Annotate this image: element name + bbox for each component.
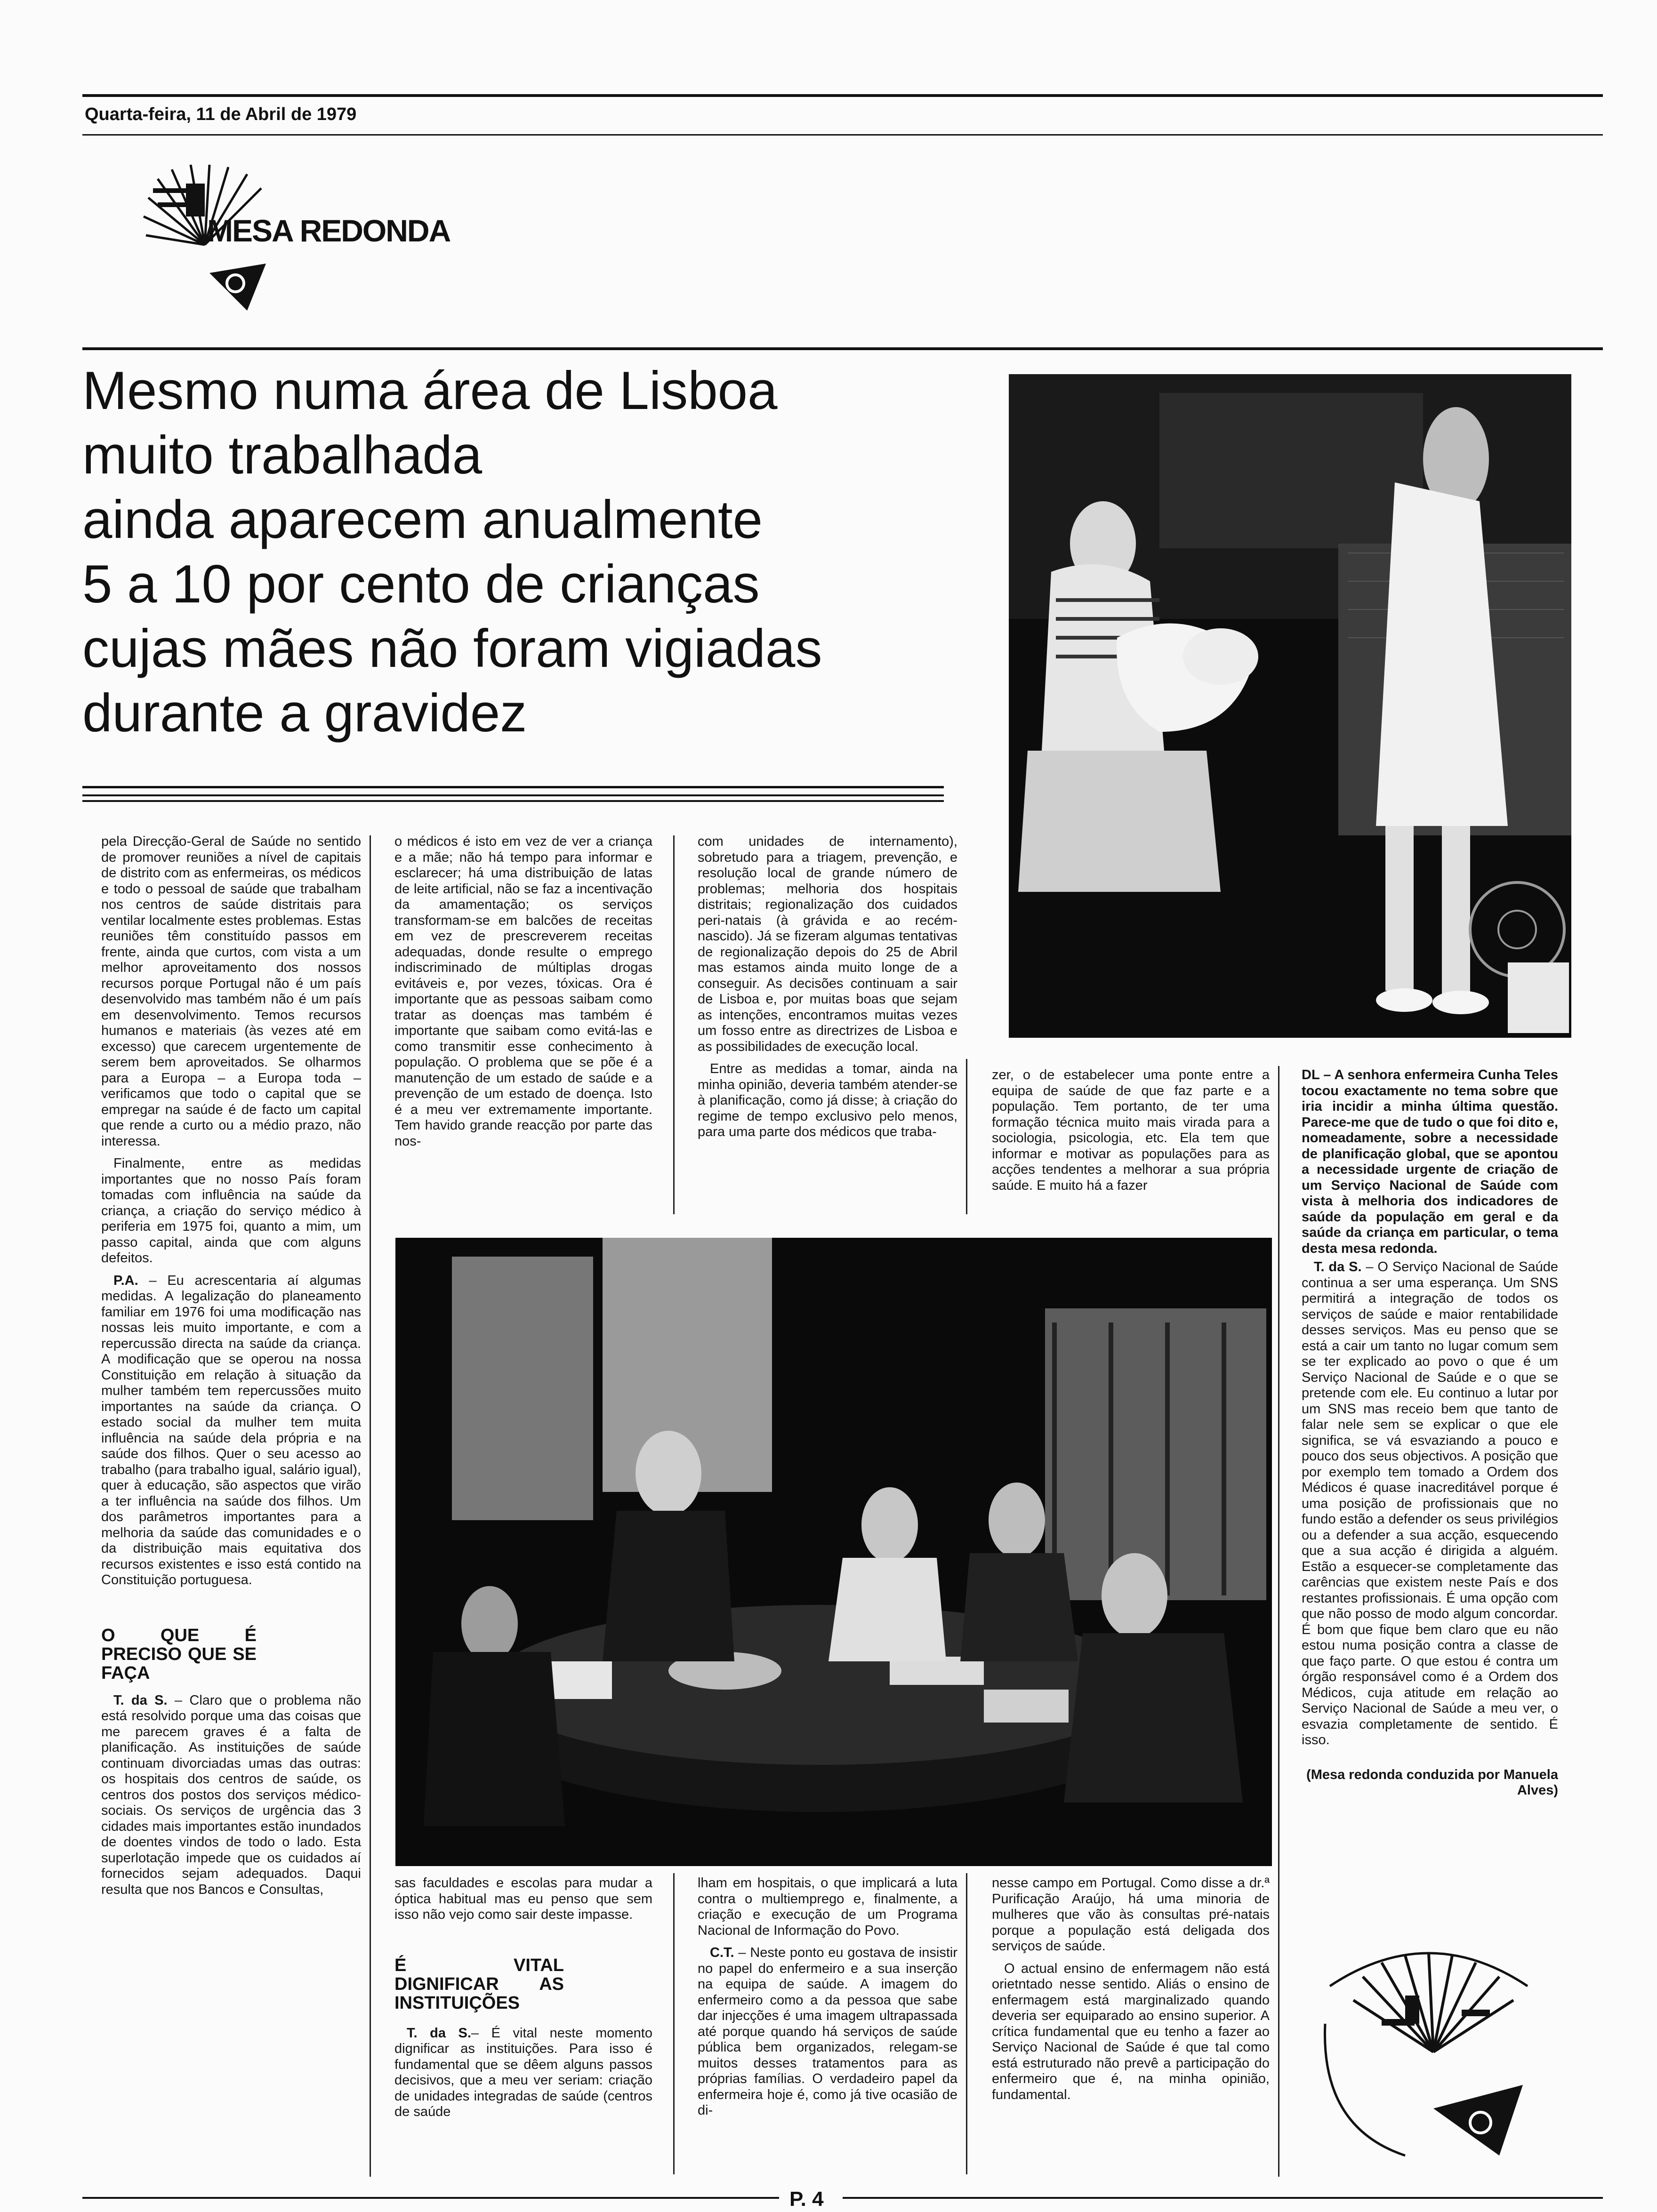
headline-line: durante a gravidez bbox=[82, 683, 527, 743]
paragraph-text: – É vital neste momento dignificar as instituições. Para isso é fundamental que se dêem alguns passos decisivos, que a meu ver seriam: criação de unidades integradas de saúde (centros de saúde bbox=[394, 2025, 652, 2119]
paragraph: Entre as medidas a tomar, ainda na minha opinião, deveria também atender-se à planificação, como já disse; à criação do regime de tempo exclusivo pelo menos, para uma parte dos médicos que traba- bbox=[698, 1061, 957, 1139]
headline-line: cujas mães não foram vigiadas bbox=[82, 619, 822, 679]
paragraph: O actual ensino de enfermagem não está orietntado nesse sentido. Aliás o ensino de enfermagem está marginalizado quando deveria ser equiparado ao ensino superior. A crítica fundamental que eu tenho a fazer ao Serviço Nacional de Saúde é que tal como está estruturado não prevê a participação do enfermeiro que é, na minha opinião, fundamental. bbox=[992, 1961, 1270, 2102]
dateline: Quarta-feira, 11 de Abril de 1979 bbox=[85, 104, 357, 124]
column-1 bbox=[101, 834, 361, 1898]
column-5 bbox=[1302, 1067, 1558, 1799]
headline-line: ainda aparecem anualmente bbox=[82, 490, 763, 550]
section-logo-text: MESA REDONDA bbox=[207, 213, 450, 248]
paragraph: com unidades de internamento), sobretudo para a triagem, prevenção, e resolução local de grande número de problemas; melhoria dos hospitais distritais; regionalização dos cuidados peri-natais (à grávida e ao recém-nascido). Já se fizeram algumas tentativas de regionalização depois do 25 de Abril mas estamos ainda muito longe de a conseguir. As decisões continuam a sair de Lisboa e, por muitas boas que sejam as intenções, encontramos muitas vezes um fosso entre as directrizes de Lisboa e as possibilidades de execução local. bbox=[698, 834, 957, 1054]
headline-line: 5 a 10 por cento de crianças bbox=[82, 554, 760, 614]
paragraph-text: – Eu acrescentaria aí algumas medidas. A legalização do planeamento familiar em 1976 foi uma modificação nas nossas leis muito importante, e com a repercussão directa na saúde da criança. A modificação que se operou na nossa Constituição em relação à situação da mulher também tem repercussões muito importantes na saúde da criança. O estado social da mulher tem muita influência na saúde dela própria e na saúde dos filhos. Quer o seu acesso ao trabalho (para trabalho igual, salário igual), quer à educação, são aspectos que virão a ter influência na saúde dos filhos. Um dos parâmetros importantes para a melhoria da saúde das comunidades e o da distribuição mais equitativa dos recursos existentes e isso está contido na Constituição portuguesa. bbox=[101, 1273, 361, 1587]
paragraph bbox=[698, 1945, 957, 2119]
paragraph: sas faculdades e escolas para mudar a óptica habitual mas eu penso que sem isso não vejo como sair deste impasse. bbox=[394, 1875, 652, 1922]
paragraph: pela Direcção-Geral de Saúde no sentido de promover reuniões a nível de capitais de distrito com as enfermeiras, os médicos e todo o pessoal de saúde que trabalham nos centros de saúde distritais para ventilar localmente estes problemas. Estas reuniões têm constituído passos em frente, ainda que curtos, com vista a um melhor aproveitamento dos nossos recursos porque Portugal não é um país desenvolvido mas também não é um país em desenvolvimento. Temos recursos humanos e materiais (às vezes até em excesso) que carecem urgentemente de serem bem aproveitados. Se olharmos para a Europa – a Europa toda – verificamos que todo o capital que se empregar na saúde é de facto um capital que rende a curto ou a médio prazo, não interessa. bbox=[101, 834, 361, 1149]
mesa-redonda-footer-logo-icon bbox=[1311, 1930, 1546, 2165]
paragraph-text: – Claro que o problema não está resolvido porque uma das coisas que me parecem graves é a falta de planificação. As instituições de saúde continuam divorciadas umas das outras: os hospitais dos centros de saúde, os centros dos postos dos serviços médico-sociais. Os serviços de urgência das 3 cidades mais importantes estão inundados de doentes vindos de todo o lado. Esta superlotação impede que os cuidados aí fornecidos sejam adequados. Daqui resulta que nos Bancos e Consultas, bbox=[101, 1692, 361, 1897]
byline: (Mesa redonda conduzida por Manuela Alves) bbox=[1306, 1767, 1558, 1798]
paragraph: lham em hospitais, o que implicará a luta contra o multiemprego e, finalmente, a criação e execução de um Programa Nacional de Informação do Povo. bbox=[698, 1875, 957, 1938]
paragraph: Finalmente, entre as medidas importantes que no nosso País foram tomadas com influência na saúde da criança, a criação do serviço médico à periferia em 1975 foi, quanto a mim, um passo capital, ainda que com alguns defeitos. bbox=[101, 1156, 361, 1266]
paragraph: o médicos é isto em vez de ver a criança e a mãe; não há tempo para informar e esclarecer; há uma distribuição de latas de leite artificial, não se faz a incentivação da amamentação; os serviços transformam-se em balcões de receitas em vez de prescreverem receitas adequadas, donde resulte o emprego indiscriminado de múltiplas drogas evitáveis e, por vezes, tóxicas. Ora é importante que as pessoas saibam como tratar as doenças mas também é importante que saibam como evitá-las e como transmitir esse conhecimento à população. O problema que se põe é a manutenção de um estado de saúde e a prevenção de um estado de doença. Isto é a meu ver extremamente importante. Tem havido grande reacção por parte das nos- bbox=[394, 834, 652, 1149]
headline bbox=[82, 359, 977, 745]
subhead: É VITAL DIGNIFICAR AS INSTITUIÇÕES bbox=[394, 1955, 564, 2013]
paragraph-text: – Neste ponto eu gostava de insistir no papel do enfermeiro e a sua inserção na equipa de saúde. A imagem do enfermeiro como a da pessoa que sabe dar injecções é uma imagem ultrapassada até porque quando há serviços de saúde pública bem organizados, relegam-se muitos desses tratamentos para as próprias famílias. O verdadeiro papel da enfermeira hoje é, como já tive ocasião de di- bbox=[698, 1945, 957, 2118]
interviewer-question: DL – A senhora enfermeira Cunha Teles tocou exactamente no tema sobre que iria incidir a minha última questão. Parece-me que de tudo o que foi dito e, nomeadamente, sobre a necessidade de planificação global, que se apontou a necessidade urgente de criação de um Serviço Nacional de Saúde com vista à melhoria dos indicadores de saúde da população em geral e da saúde da criança em particular, o tema desta mesa redonda. bbox=[1302, 1067, 1558, 1256]
paragraph: nesse campo em Portugal. Como disse a dr.ª Purificação Araújo, há uma minoria de mulheres que vão às consultas pré-natais porque a população está deligada dos serviços de saúde. bbox=[992, 1875, 1270, 1954]
paragraph bbox=[394, 2026, 652, 2120]
column-4 bbox=[992, 1067, 1270, 1194]
headline-line: muito trabalhada bbox=[82, 425, 483, 485]
column-2 bbox=[394, 834, 652, 1149]
paragraph: zer, o de estabelecer uma ponte entre a equipa de saúde de que faz parte e a população. Tem portanto, de ter uma formação técnica muito mais virada para a sociologia, psicologia, etc. Ela tem que informar e motivar as populações para as acções tendentes a melhorar a sua própria saúde. E muito há a fazer bbox=[992, 1067, 1270, 1193]
paragraph bbox=[1302, 1259, 1558, 1748]
paragraph bbox=[101, 1273, 361, 1588]
speaker: T. da S. bbox=[1314, 1259, 1362, 1274]
column-3-continued bbox=[698, 1875, 957, 2119]
headline-line: Mesmo numa área de Lisboa bbox=[82, 361, 778, 421]
paragraph-text: – O Serviço Nacional de Saúde continua a ser uma esperança. Um SNS permitirá a integração de todos os serviços de saúde e maior rentabilidade desses serviços. Mas eu penso que se está a cair um tanto no lugar comum sem se ter explicado ao povo o que é um Serviço Nacional de Saúde e o que se pretende com ele. Eu continuo a lutar por um SNS mas receio bem que tanto de falar nele sem se explicar o que ele significa, se vá esvaziando a pouco e pouco dos seus objectivos. A posição que por exemplo tem tomado a Ordem dos Médicos é quase inacreditável porque é uma posição de profissionais que no fundo estão a defender os seus privilégios ou a defender a sua acção, esquecendo que a sua acção é dirigida a alguém. Estão a esquecer-se completamente das carências que existem neste País e dos restantes profissionais. É uma opção com que não posso de modo algum concordar. É bom que fique bem claro que eu não estou numa posição contra a classe de que faço parte. O que estou é contra um órgão responsável como é a Ordem dos Médicos, cuja atitude em relação ao Serviço Nacional de Saúde a meu ver, o esvazia completamente de sentido. É isso. bbox=[1302, 1259, 1558, 1747]
page-number: P. 4 bbox=[789, 2188, 824, 2211]
column-2-continued bbox=[394, 1875, 652, 2120]
paragraph bbox=[101, 1693, 361, 1898]
column-4-continued bbox=[992, 1875, 1270, 2103]
subhead: O QUE É PRECISO QUE SE FAÇA bbox=[101, 1625, 257, 1683]
column-3 bbox=[698, 834, 957, 1140]
speaker: P.A. bbox=[113, 1273, 138, 1288]
speaker: T. da S. bbox=[113, 1692, 168, 1708]
photo-round-table-meeting bbox=[395, 1238, 1272, 1866]
photo-nurse-with-baby bbox=[1009, 374, 1571, 1038]
speaker: C.T. bbox=[710, 1945, 734, 1960]
speaker: T. da S. bbox=[407, 2025, 471, 2041]
